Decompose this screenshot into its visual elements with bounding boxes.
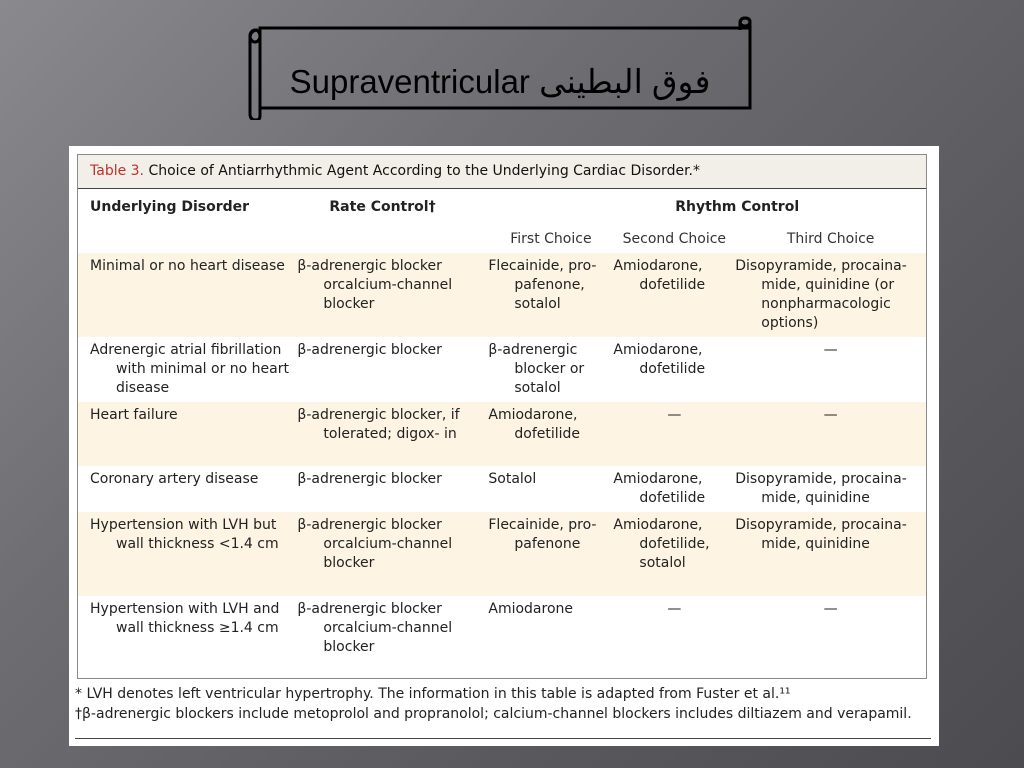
table-row (78, 466, 926, 512)
cell-third: Disopyramide, procaina- mide, quinidine (735, 517, 907, 552)
cell-disorder: Heart failure (90, 407, 178, 423)
cell-disorder: Minimal or no heart disease (90, 258, 285, 274)
cell-second: Amiodarone, dofetilide (613, 258, 706, 293)
cell-second: Amiodarone, dofetilide (613, 342, 706, 377)
cell-rate: β-adrenergic blocker orcalcium-channel blocker (297, 601, 453, 655)
cell-third: Disopyramide, procaina- mide, quinidine (or nonpharmacologic options) (735, 258, 907, 331)
slide-title: Supraventricular فوق البطينى (289, 63, 711, 100)
table-panel (69, 146, 939, 746)
cell-second: Amiodarone, dofetilide (613, 471, 706, 506)
header-underlying-disorder: Underlying Disorder (90, 199, 250, 215)
cell-rate: β-adrenergic blocker orcalcium-channel blocker (297, 258, 453, 312)
table-footnotes (75, 684, 935, 724)
cell-third: Disopyramide, procaina- mide, quinidine (735, 471, 907, 506)
footnote-divider (75, 738, 931, 739)
table-container (77, 154, 927, 679)
cell-rate: β-adrenergic blocker (297, 471, 442, 487)
cell-second: Amiodarone, dofetilide, sotalol (613, 517, 710, 571)
cell-third: — (823, 601, 838, 617)
antiarrhythmic-table (78, 189, 926, 662)
title-scroll-banner (244, 16, 756, 120)
table-caption (78, 155, 926, 189)
cell-disorder: Hypertension with LVH but wall thickness <1.4 cm (90, 517, 279, 552)
table-caption-label: Table 3. (90, 163, 145, 179)
cell-first: Amiodarone (488, 601, 574, 617)
cell-second: — (667, 601, 682, 617)
cell-first: β-adrenergic blocker or sotalol (488, 342, 585, 396)
table-row (78, 253, 926, 337)
cell-rate: β-adrenergic blocker orcalcium-channel blocker (297, 517, 453, 571)
cell-disorder: Hypertension with LVH and wall thickness ≥1.4 cm (90, 601, 280, 636)
header-rate-control: Rate Control† (329, 199, 436, 215)
cell-first: Flecainide, pro- pafenone, sotalol (488, 258, 597, 312)
table-subheader-row (78, 225, 926, 253)
cell-first: Amiodarone, dofetilide (488, 407, 581, 442)
cell-third: — (823, 407, 838, 423)
table-row (78, 402, 926, 466)
header-first-choice: First Choice (510, 230, 592, 247)
table-header-row (78, 189, 926, 225)
cell-rate: β-adrenergic blocker (297, 342, 442, 358)
footnote-blockers: †β-adrenergic blockers include metoprolol and propranolol; calcium-channel blockers includes diltiazem and verapamil. (75, 706, 912, 722)
table-row (78, 512, 926, 596)
table-row (78, 337, 926, 402)
cell-first: Flecainide, pro- pafenone (488, 517, 597, 552)
table-caption-title: Choice of Antiarrhythmic Agent According to the Underlying Cardiac Disorder.* (148, 163, 700, 179)
cell-first: Sotalol (488, 471, 537, 487)
footnote-lvh: * LVH denotes left ventricular hypertrophy. The information in this table is adapted from Fuster et al.¹¹ (75, 686, 791, 702)
cell-disorder: Coronary artery disease (90, 471, 259, 487)
header-third-choice: Third Choice (786, 230, 875, 247)
header-rhythm-control: Rhythm Control (675, 199, 800, 215)
table-row (78, 596, 926, 662)
cell-disorder: Adrenergic atrial fibrillation with minimal or no heart disease (90, 342, 289, 396)
cell-rate: β-adrenergic blocker, if tolerated; digox- in (297, 407, 460, 442)
cell-third: — (823, 342, 838, 358)
cell-second: — (667, 407, 682, 423)
header-second-choice: Second Choice (622, 230, 727, 247)
